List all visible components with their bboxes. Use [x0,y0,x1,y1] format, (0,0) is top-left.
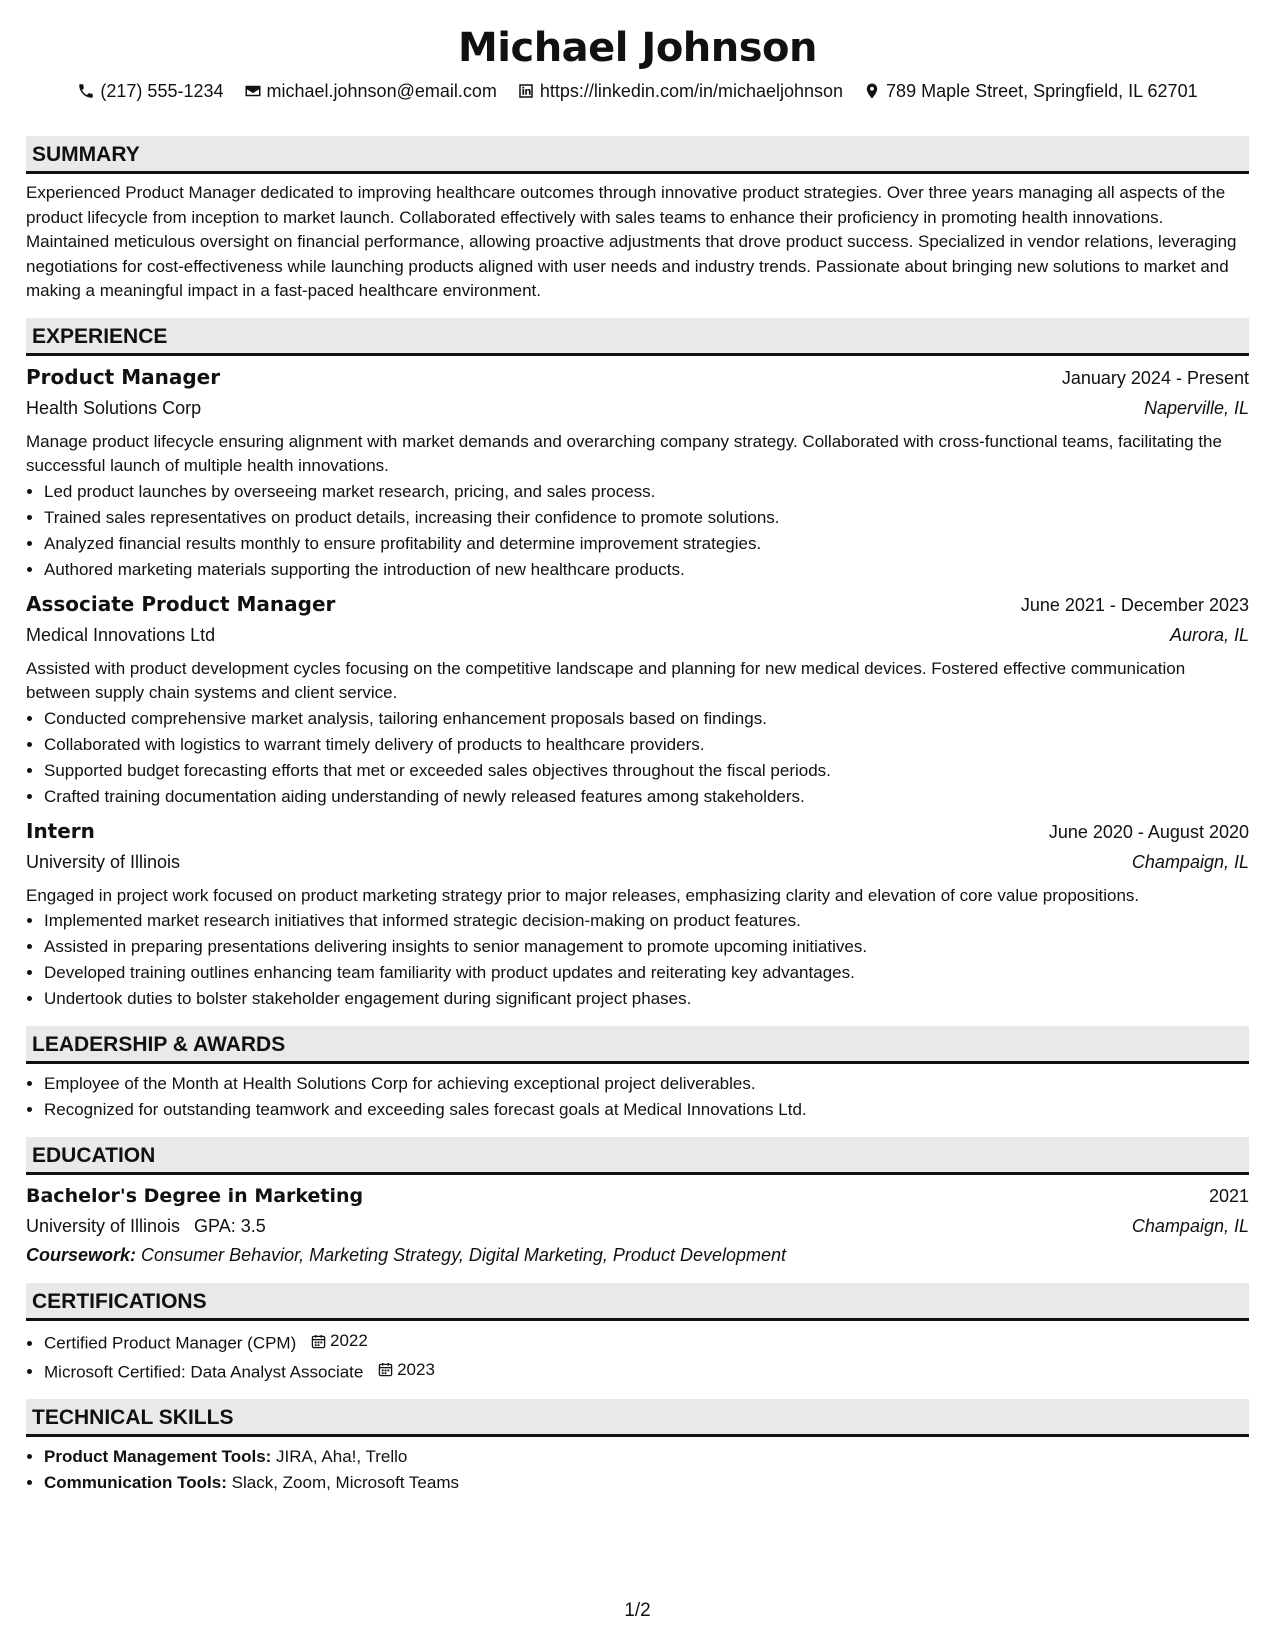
coursework-list: Consumer Behavior, Marketing Strategy, Digital Marketing, Product Development [141,1245,787,1265]
job-entry [26,589,1249,810]
degree-title: Bachelor's Degree in Marketing [26,1185,364,1207]
job-dates: June 2020 - August 2020 [1048,821,1249,842]
map-pin-icon [863,82,881,100]
list-item [44,1328,1249,1357]
summary-text: Experienced Product Manager dedicated to improving healthcare outcomes through innovative product strategies. Over three years managing all aspects of the product lifecycle from inception to market launch. Collaborated effectively with sales teams to enhance their proficiency in promoting health innovations. Maintained meticulous oversight on financial performance, allowing proactive adjustments that drove product success. Specialized in vendor relations, leveraging negotiations for cost-effectiveness while launching products aligned with user needs and industry trends. Passionate about bringing new solutions to market and making a meaningful impact in a fast-paced healthcare environment. [26,183,1237,300]
section-header-leadership: LEADERSHIP & AWARDS [26,1026,1249,1064]
list-item: • Conducted comprehensive market analysis, tailoring enhancement proposals based on findings. [44,706,1249,732]
job-description: Assisted with product development cycles focusing on the competitive landscape and planning for new medical devices. Fostered effective communication between supply chain systems and client service. [26,658,1186,702]
certification-year: 2023 [397,1359,435,1379]
job-location: Champaign, IL [1131,851,1249,872]
coursework [26,1241,1249,1269]
education-location: Champaign, IL [1131,1216,1249,1236]
skill-values: JIRA, Aha!, Trello [276,1447,408,1466]
job-location: Naperville, IL [1143,397,1249,418]
phone-text: (217) 555-1234 [100,80,224,101]
list-item: • Authored marketing materials supporting the introduction of new healthcare products. [44,557,1249,583]
certification-name: Certified Product Manager (CPM) [44,1333,297,1353]
job-location: Aurora, IL [1169,624,1249,645]
job-company: Health Solutions Corp [26,397,202,418]
job-company: University of Illinois [26,851,181,872]
page-number: 1/2 [624,1600,651,1621]
education-gpa: GPA: 3.5 [194,1216,266,1236]
education-school: University of Illinois [26,1216,181,1236]
contact-phone[interactable] [77,81,223,102]
section-header-summary: SUMMARY [26,136,1249,174]
list-item: • Analyzed financial results monthly to ensure profitability and determine improvement strategies. [44,531,1249,557]
section-header-experience: EXPERIENCE [26,318,1249,356]
list-item: • Assisted in preparing presentations delivering insights to senior management to promote upcoming initiatives. [44,934,1249,960]
contact-linkedin[interactable] [517,81,843,102]
coursework-label: Coursework: [26,1245,137,1265]
job-entry [26,816,1249,1013]
list-item: • Supported budget forecasting efforts that met or exceeded sales objectives throughout the fiscal periods. [44,758,1249,784]
list-item: • Recognized for outstanding teamwork and exceeding sales forecast goals at Medical Innovations Ltd. [44,1097,1249,1123]
job-bullets [26,706,1249,810]
skill-values: Slack, Zoom, Microsoft Teams [231,1473,459,1492]
contact-address [863,81,1198,102]
job-bullets [26,479,1249,583]
section-header-education: EDUCATION [26,1137,1249,1175]
list-item: • Implemented market research initiatives that informed strategic decision-making on product features. [44,908,1249,934]
section-header-skills: TECHNICAL SKILLS [26,1399,1249,1437]
certification-name: Microsoft Certified: Data Analyst Associate [44,1362,364,1381]
candidate-name: Michael Johnson [457,25,818,71]
certifications-list [26,1328,1249,1385]
list-item: • Trained sales representatives on product details, increasing their confidence to promote solutions. [44,505,1249,531]
skill-category: Product Management Tools: [44,1447,272,1466]
envelope-icon [244,82,262,100]
job-title: Associate Product Manager [26,591,336,616]
skill-category: Communication Tools: [44,1473,227,1492]
section-header-certifications: CERTIFICATIONS [26,1283,1249,1321]
skills-list [26,1444,1249,1496]
job-description: Engaged in project work focused on product marketing strategy prior to major releases, emphasizing clarity and elevation of core value propositions. [26,885,1140,905]
phone-icon [77,82,95,100]
certification-year: 2022 [330,1331,368,1350]
job-company: Medical Innovations Ltd [26,624,216,645]
calendar-icon [378,1362,393,1377]
contact-bar [26,78,1249,104]
list-item: • Collaborated with logistics to warrant timely delivery of products to healthcare providers. [44,732,1249,758]
job-description: Manage product lifecycle ensuring alignment with market demands and overarching company strategy. Collaborated with cross-functional teams, facilitating the successful launch of multiple health innovations. [26,431,1222,475]
job-entry [26,362,1249,583]
leadership-list [26,1071,1249,1123]
education-entry [26,1181,1249,1269]
job-title: Product Manager [26,364,221,389]
job-title: Intern [26,818,95,843]
address-text: 789 Maple Street, Springfield, IL 62701 [886,80,1198,101]
list-item: • Undertook duties to bolster stakeholder engagement during significant project phases. [44,986,1249,1012]
list-item [44,1444,1249,1470]
list-item: • Employee of the Month at Health Solutions Corp for achieving exceptional project deliverables. [44,1071,1249,1097]
contact-email[interactable] [244,81,497,102]
job-dates: June 2021 - December 2023 [1020,594,1249,615]
calendar-icon [311,1334,326,1349]
job-dates: January 2024 - Present [1061,367,1249,388]
list-item [44,1357,1249,1386]
email-text: michael.johnson@email.com [266,80,497,101]
list-item: • Crafted training documentation aiding understanding of newly released features among stakeholders. [44,784,1249,810]
job-bullets [26,908,1249,1012]
list-item: • Developed training outlines enhancing team familiarity with product updates and reiterating key advantages. [44,960,1249,986]
linkedin-text: https://linkedin.com/in/michaeljohnson [539,80,844,101]
list-item: • Led product launches by overseeing market research, pricing, and sales process. [44,479,1249,505]
list-item [44,1470,1249,1496]
education-year: 2021 [1208,1186,1249,1206]
linkedin-icon [517,82,535,100]
